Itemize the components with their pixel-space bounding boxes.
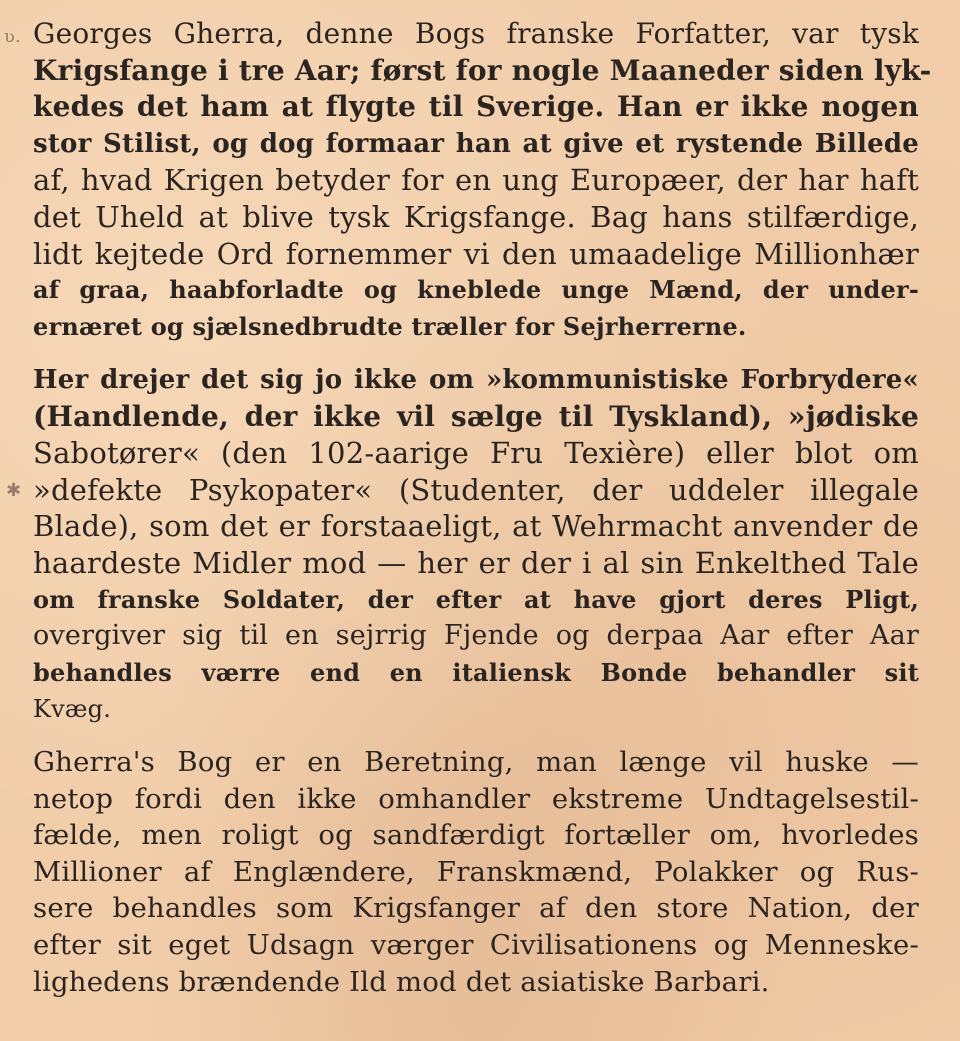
ink-smudge-icon: ʋ.	[4, 26, 21, 47]
text-line: stor Stilist, og dog formaar han at give et rystende Billede	[33, 128, 919, 159]
paragraph-2	[33, 362, 919, 728]
text-line: Krigsfange i tre Aar; først for nogle Maaneder siden lyk-	[33, 53, 932, 87]
text-line: Blade), som det er forstaaeligt, at Wehrmacht anvender de	[33, 509, 919, 544]
text-line: Her drejer det sig jo ikke om »kommunistiske Forbrydere«	[33, 365, 919, 395]
text-line: efter sit eget Udsagn værger Civilisationens og Menneske-	[33, 928, 919, 961]
text-line: haardeste Midler mod — her er der i al sin Enkelthed Tale	[33, 545, 919, 580]
text-line: Georges Gherra, denne Bogs franske Forfatter, var tysk	[33, 17, 919, 50]
text-line: fælde, men roligt og sandfærdigt fortæller om, hvorledes	[33, 819, 919, 852]
text-line: sere behandles som Krigsfanger af den store Nation, der	[33, 892, 919, 925]
text-line: Millioner af Englændere, Franskmænd, Polakker og Rus-	[33, 855, 919, 888]
paragraph-1	[33, 16, 932, 345]
text-line: Kvæg.	[33, 695, 112, 724]
text-line: lidt kejtede Ord fornemmer vi den umaadelige Millionhær	[33, 236, 919, 271]
text-line: overgiver sig til en sejrrig Fjende og derpaa Aar efter Aar	[33, 620, 919, 652]
text-line: »defekte Psykopater« (Studenter, der uddeler illegale	[33, 472, 919, 507]
text-line: af graa, haabforladte og kneblede unge Mænd, der under-	[33, 275, 919, 305]
text-line: (Handlende, der ikke vil sælge til Tyskland), »jødiske	[33, 399, 919, 433]
text-line: lighedens brændende Ild mod det asiatiske Barbari.	[33, 965, 770, 998]
text-line: ernæret og sjælsnedbrudte træller for Sejrherrerne.	[33, 311, 747, 341]
text-line: af, hvad Krigen betyder for en ung Europæer, der har haft	[33, 163, 919, 198]
paragraph-3	[33, 744, 919, 1000]
text-line: behandles værre end en italiensk Bonde behandler sit	[33, 657, 919, 687]
text-line: om franske Soldater, der efter at have gjort deres Pligt,	[33, 584, 919, 614]
text-line: Sabotører« (den 102-aarige Fru Texière) eller blot om	[33, 436, 919, 471]
text-line: kedes det ham at flygte til Sverige. Han er ikke nogen	[33, 90, 919, 124]
ink-smudge-icon: ✱	[6, 480, 22, 501]
text-line: det Uheld at blive tysk Krigsfange. Bag hans stilfærdige,	[33, 199, 919, 234]
text-line: netop fordi den ikke omhandler ekstreme Undtagelsestil-	[33, 782, 919, 815]
text-line: Gherra's Bog er en Beretning, man længe vil huske —	[33, 746, 919, 778]
